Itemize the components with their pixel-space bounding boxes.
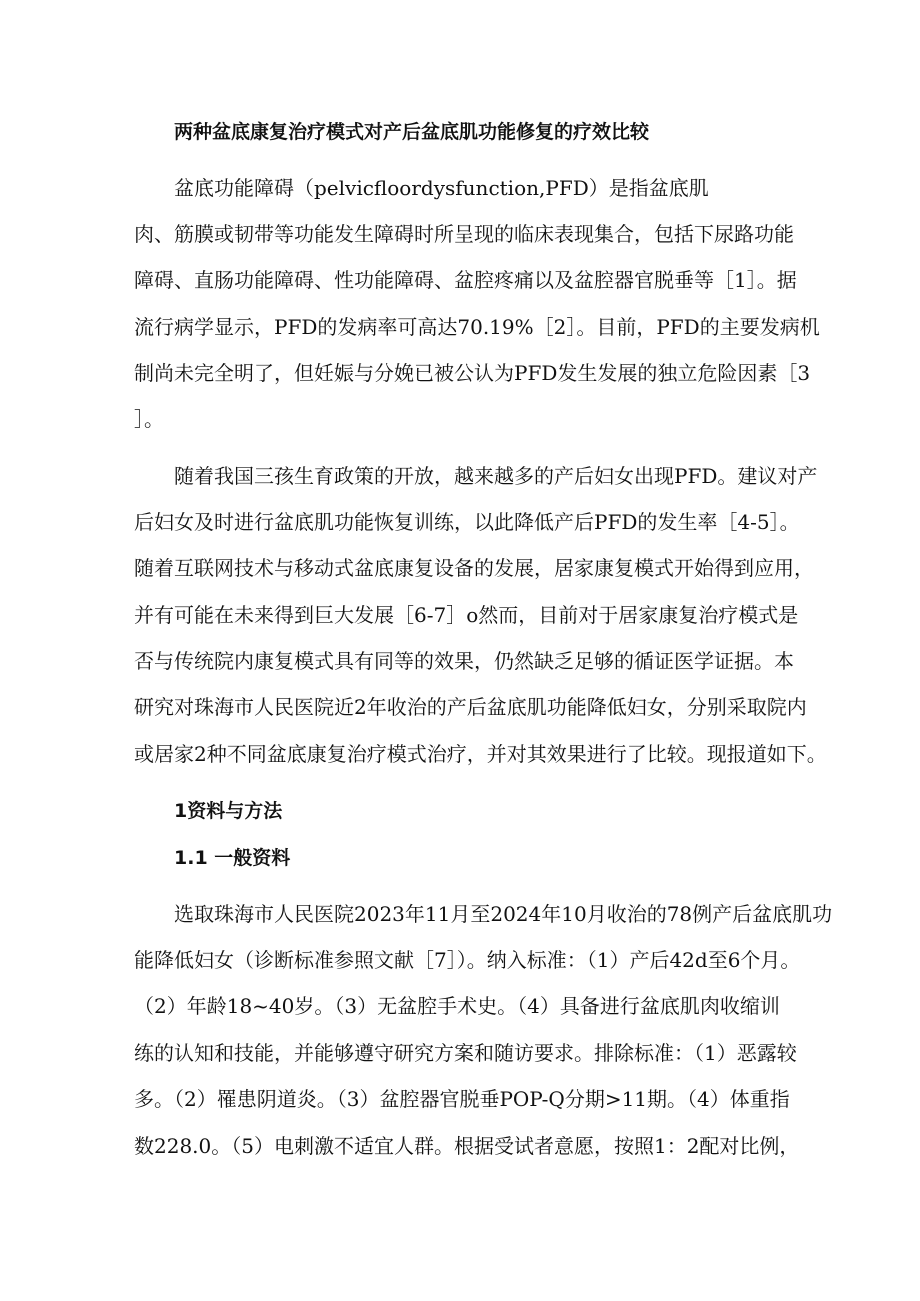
paragraph-line: 或居家2种不同盆底康复治疗模式治疗，并对其效果进行了比较。现报道如下。 [134,742,827,766]
paragraph-line: ］。 [134,407,164,431]
paragraph-line: 选取珠海市人民医院2023年11月至2024年10月收治的78例产后盆底肌功 [174,902,833,926]
paragraph-line: 随着互联网技术与移动式盆底康复设备的发展，居家康复模式开始得到应用， [134,556,814,580]
paragraph-line: （2）年龄18~40岁。（3）无盆腔手术史。（4）具备进行盆底肌肉收缩训 [134,994,780,1018]
paragraph-line: 否与传统院内康复模式具有同等的效果，仍然缺乏足够的循证医学证据。本 [134,649,794,673]
paragraph-line: 并有可能在未来得到巨大发展［6-7］o然而，目前对于居家康复治疗模式是 [134,603,799,627]
paragraph-line: 多。（2）罹患阴道炎。（3）盆腔器官脱垂POP-Q分期>11期。（4）体重指 [134,1087,790,1111]
paragraph-line: 障碍、直肠功能障碍、性功能障碍、盆腔疼痛以及盆腔器官脱垂等［1］。据 [134,268,797,292]
paragraph-line: 练的认知和技能，并能够遵守研究方案和随访要求。排除标准：（1）恶露较 [134,1041,797,1065]
paragraph-line: 流行病学显示，PFD的发病率可高达70.19%［2］。目前，PFD的主要发病机 [134,315,820,339]
paragraph-line: 肉、筋膜或韧带等功能发生障碍时所呈现的临床表现集合，包括下尿路功能 [134,222,794,246]
paragraph-line: 制尚未完全明了，但妊娠与分娩已被公认为PFD发生发展的独立危险因素［3 [134,361,811,385]
subsection-heading: 1.1 一般资料 [174,847,291,869]
document-title: 两种盆底康复治疗模式对产后盆底肌功能修复的疗效比较 [174,121,650,143]
paragraph-line: 能降低妇女（诊断标准参照文献［7］）。纳入标准：（1）产后42d至6个月。 [134,948,801,972]
paragraph-line: 数228.0。（5）电刺激不适宜人群。根据受试者意愿，按照1：2配对比例， [134,1134,800,1158]
paragraph-line: 随着我国三孩生育政策的开放，越来越多的产后妇女出现PFD。建议对产 [174,464,818,488]
paragraph-line: 盆底功能障碍（pelvicfloordysfunction,PFD）是指盆底肌 [174,176,709,200]
section-heading: 1资料与方法 [174,800,283,822]
paragraph-line: 后妇女及时进行盆底肌功能恢复训练，以此降低产后PFD的发生率［4-5］。 [134,510,800,534]
paragraph-line: 研究对珠海市人民医院近2年收治的产后盆底肌功能降低妇女，分别采取院内 [134,695,807,719]
